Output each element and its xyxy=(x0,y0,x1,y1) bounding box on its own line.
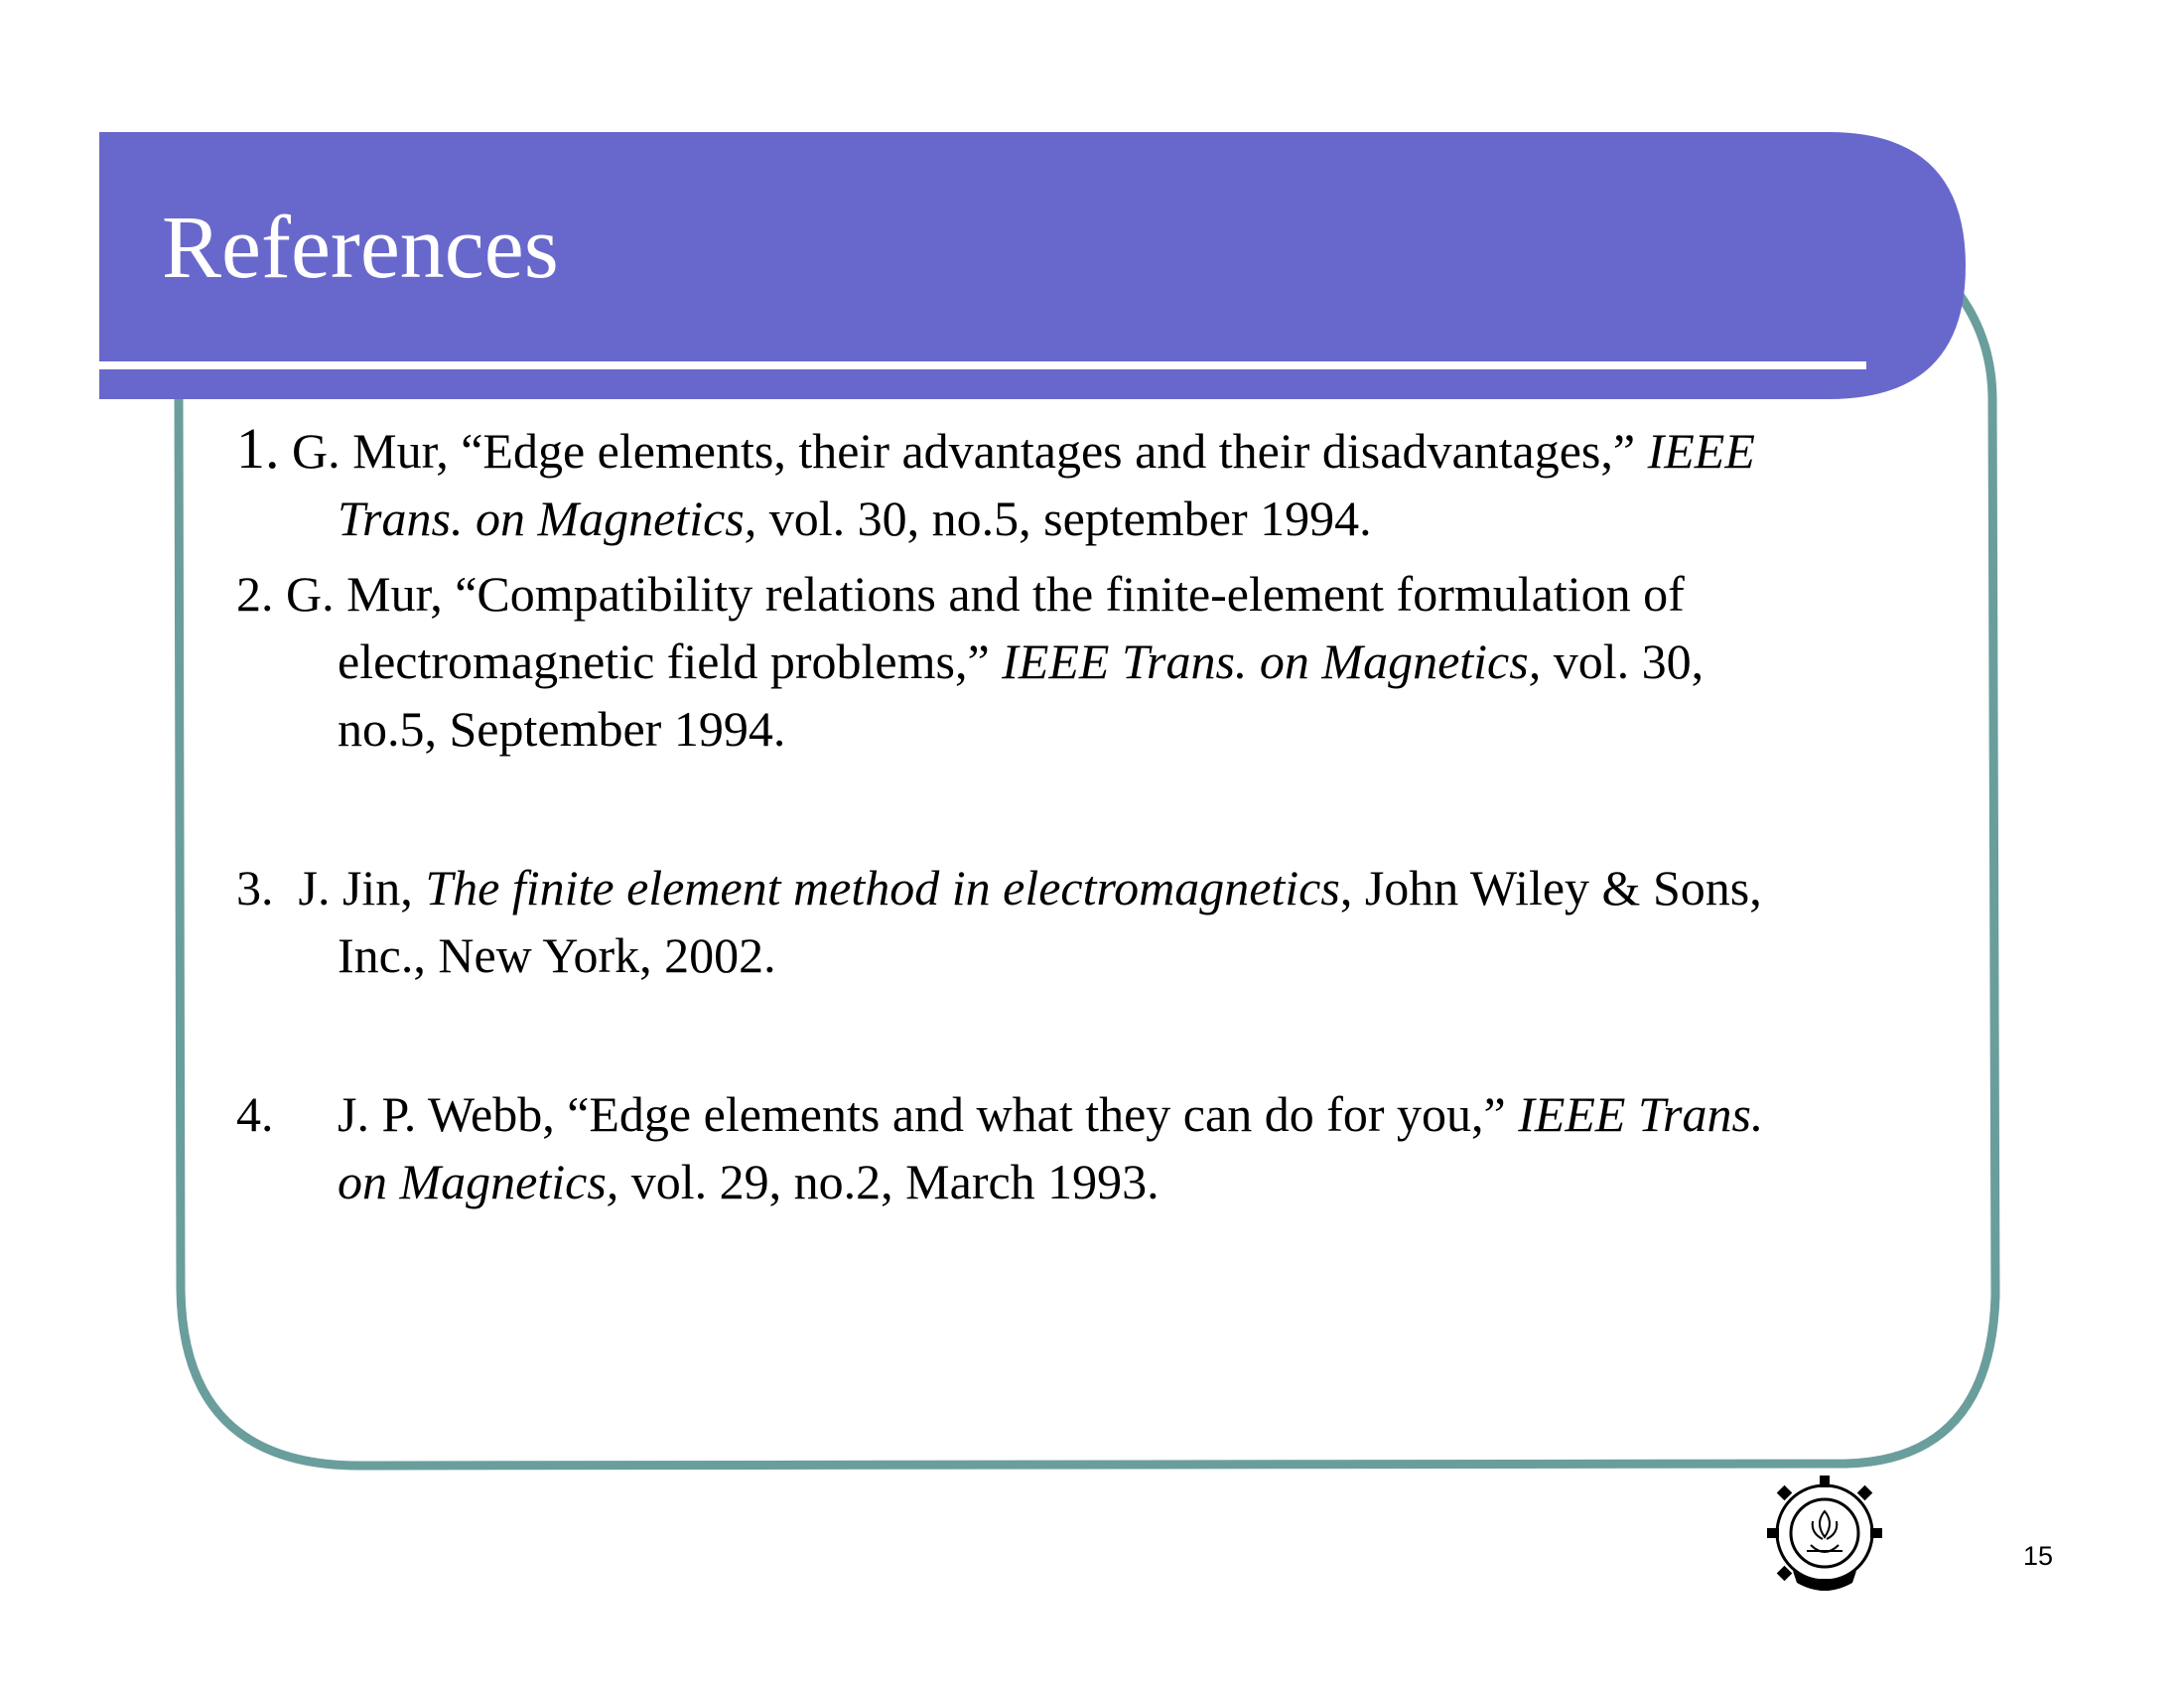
reference-text: J. Jin, xyxy=(273,860,426,915)
page-number: 15 xyxy=(2023,1541,2054,1571)
header-rule xyxy=(99,361,1866,369)
reference-number: 3. xyxy=(236,860,274,915)
reference-text: G. Mur, “Compatibility relations and the finite-element formulation of xyxy=(273,566,1685,622)
reference-text: J. P. Webb, “Edge elements and what they can do for you,” xyxy=(338,1086,1519,1142)
reference-item xyxy=(236,1080,1964,1215)
reference-text: electromagnetic field problems,” xyxy=(338,633,1003,689)
reference-number: 4. xyxy=(236,1086,274,1142)
reference-line xyxy=(236,560,1964,628)
reference-journal: IEEE Trans. xyxy=(1518,1086,1764,1142)
reference-text: vol. 30, xyxy=(1541,633,1705,689)
page-title: References xyxy=(162,199,559,297)
reference-journal: IEEE xyxy=(1647,423,1755,479)
institute-seal-icon xyxy=(1763,1472,1886,1595)
reference-text: Inc., New York, 2002. xyxy=(338,927,776,983)
reference-item xyxy=(236,560,1964,763)
reference-line xyxy=(236,415,1964,485)
reference-line xyxy=(236,1148,1964,1215)
reference-journal: on Magnetics, xyxy=(338,1154,619,1209)
reference-book-title: The finite element method in electromagnetics xyxy=(425,860,1340,915)
reference-item xyxy=(236,854,1964,989)
reference-journal: Trans. on Magnetics, xyxy=(338,491,757,546)
reference-number: 2. xyxy=(236,566,274,622)
reference-line xyxy=(236,921,1964,989)
reference-text: vol. 30, no.5, september 1994. xyxy=(756,491,1372,546)
reference-text: no.5, September 1994. xyxy=(338,701,786,757)
reference-item xyxy=(236,415,1964,552)
reference-list xyxy=(236,415,1964,1215)
reference-text: , John Wiley & Sons, xyxy=(1339,860,1762,915)
reference-line xyxy=(236,854,1964,921)
reference-journal: IEEE Trans. on Magnetics, xyxy=(1002,633,1542,689)
reference-line xyxy=(236,1080,1964,1148)
reference-line xyxy=(236,695,1964,763)
reference-number: 1. xyxy=(236,416,280,481)
reference-line xyxy=(236,485,1964,552)
reference-text: vol. 29, no.2, March 1993. xyxy=(618,1154,1160,1209)
reference-line xyxy=(236,628,1964,695)
reference-text: G. Mur, “Edge elements, their advantages and their disadvantages,” xyxy=(279,423,1648,479)
